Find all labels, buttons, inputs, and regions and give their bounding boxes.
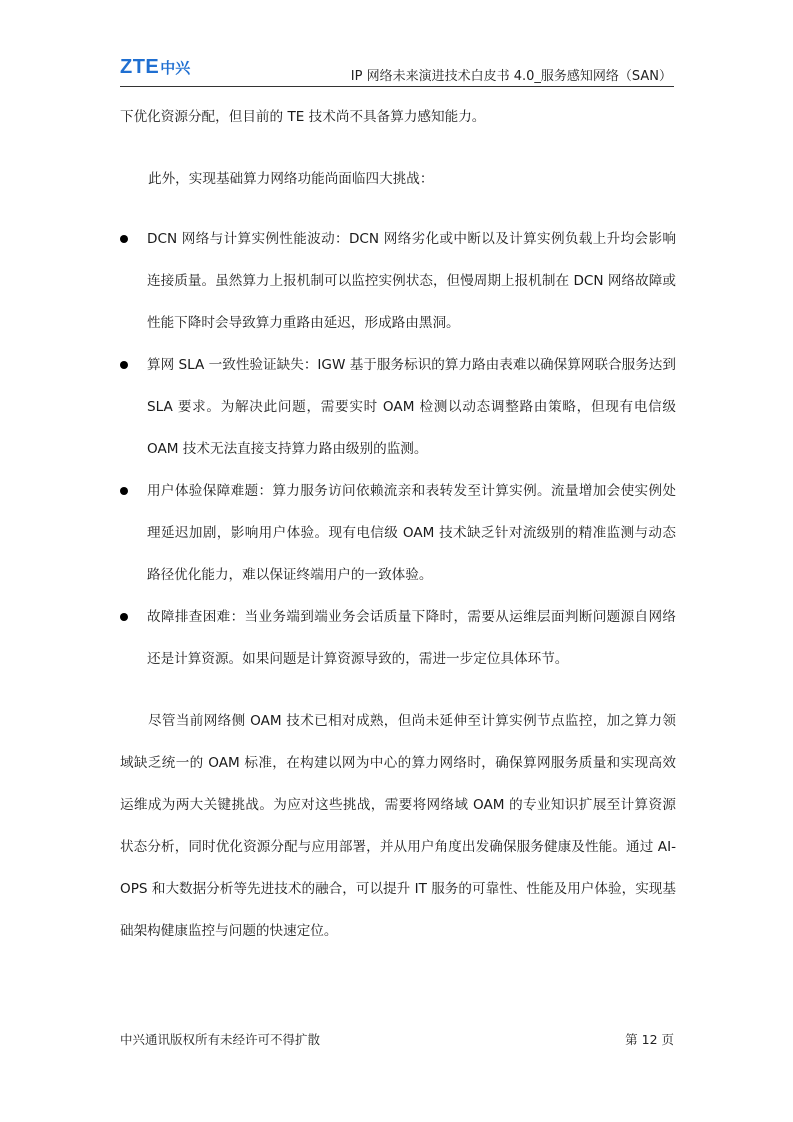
bullet-item xyxy=(120,596,676,680)
bullet-dot-icon xyxy=(120,487,128,495)
bullet-item xyxy=(120,470,676,596)
page-header xyxy=(120,56,674,87)
bullet-text: DCN 网络与计算实例性能波动：DCN 网络劣化或中断以及计算实例负载上升均会影响连接质量。虽然算力上报机制可以监控实例状态，但慢周期上报机制在 DCN 网络故障或性能下降时会导致算力重路由延迟，形成路由黑洞。 xyxy=(147,231,676,331)
bullet-text: 算网 SLA 一致性验证缺失：IGW 基于服务标识的算力路由表难以确保算网联合服务达到 SLA 要求。为解决此问题，需要实时 OAM 检测以动态调整路由策略，但现有电信级 OAM 技术无法直接支持算力路由级别的监测。 xyxy=(147,357,676,457)
copyright-notice: 中兴通讯版权所有未经许可不得扩散 xyxy=(120,1032,321,1047)
bullet-item xyxy=(120,344,676,470)
page-number: 第 12 页 xyxy=(625,1032,674,1047)
logo-chinese: 中兴 xyxy=(160,59,191,77)
logo-latin: ZTE xyxy=(120,56,160,78)
paragraph-continuation: 下优化资源分配，但目前的 TE 技术尚不具备算力感知能力。 xyxy=(120,109,486,125)
zte-logo xyxy=(120,56,190,79)
bullet-text: 故障排查困难：当业务端到端业务会话质量下降时，需要从运维层面判断问题源自网络还是计算资源。如果问题是计算资源导致的，需进一步定位具体环节。 xyxy=(147,609,676,667)
paragraph-challenges-intro: 此外，实现基础算力网络功能尚面临四大挑战： xyxy=(148,171,434,187)
bullet-text: 用户体验保障难题：算力服务访问依赖流亲和表转发至计算实例。流量增加会使实例处理延迟加剧，影响用户体验。现有电信级 OAM 技术缺乏针对流级别的精准监测与动态路径优化能力，难以保证终端用户的一致体验。 xyxy=(147,483,676,583)
paragraph-conclusion: 尽管当前网络侧 OAM 技术已相对成熟，但尚未延伸至计算实例节点监控，加之算力领域缺乏统一的 OAM 标准，在构建以网为中心的算力网络时，确保算网服务质量和实现高效运维成为两大关键挑战。为应对这些挑战，需要将网络域 OAM 的专业知识扩展至计算资源状态分析，同时优化资源分配与应用部署，并从用户角度出发确保服务健康及性能。通过 AI-OPS 和大数据分析等先进技术的融合，可以提升 IT 服务的可靠性、性能及用户体验，实现基础架构健康监控与问题的快速定位。 xyxy=(120,713,676,939)
bullet-dot-icon xyxy=(120,235,128,243)
document-title: IP 网络未来演进技术白皮书 4.0_服务感知网络（SAN） xyxy=(350,69,672,84)
page-body xyxy=(120,100,676,952)
bullet-dot-icon xyxy=(120,361,128,369)
bullet-dot-icon xyxy=(120,613,128,621)
bullet-item xyxy=(120,218,676,344)
